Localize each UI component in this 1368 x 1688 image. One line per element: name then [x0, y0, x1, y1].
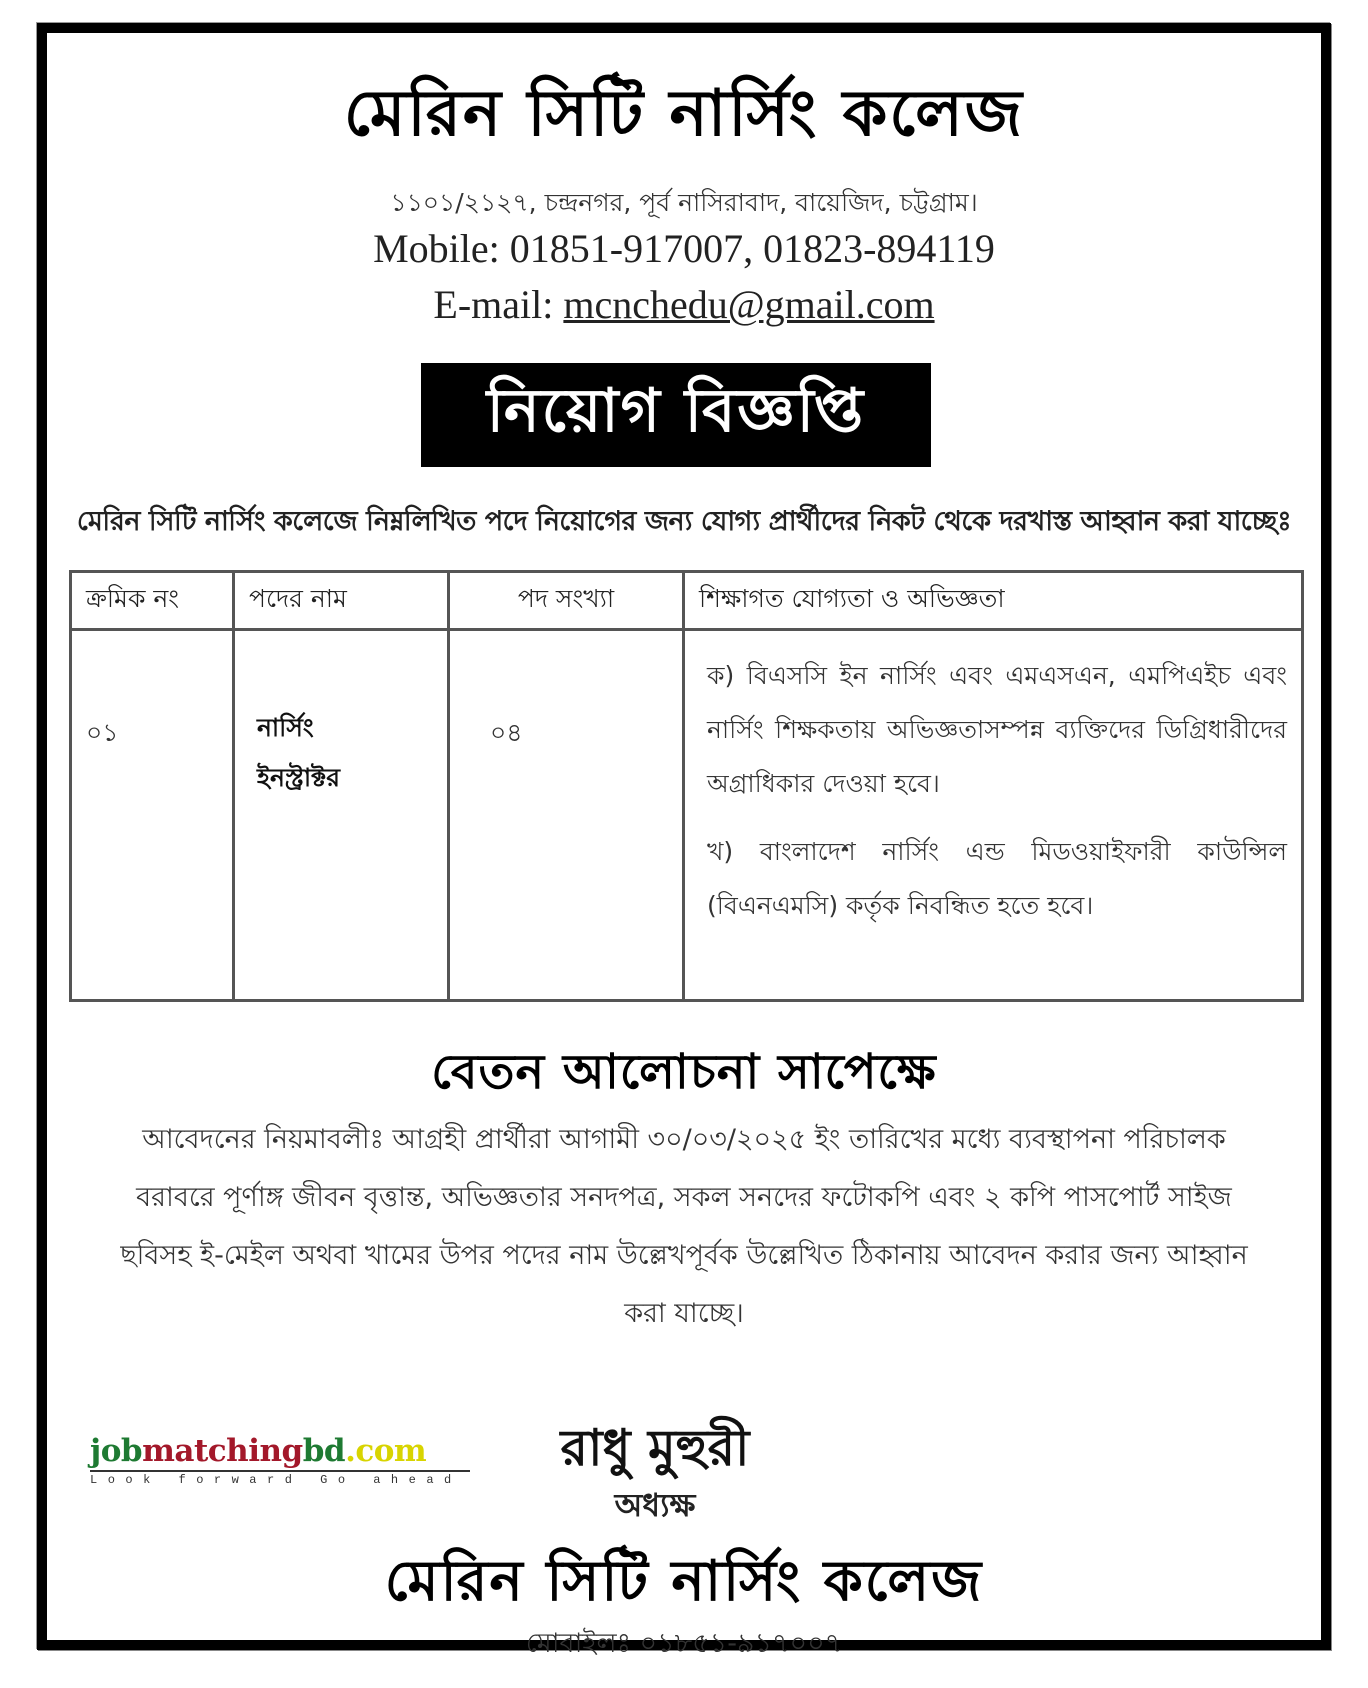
email-label: E-mail: [433, 282, 554, 327]
header-post-count: পদ সংখ্যা [449, 572, 684, 630]
vacancy-table [69, 570, 1304, 1002]
email-link[interactable]: mcnchedu@gmail.com [563, 282, 935, 327]
mobile-label: Mobile: [373, 226, 500, 271]
cell-serial: ০১ [71, 630, 234, 1001]
footer-mobile: মোবাইলঃ ০১৮৫১-৯১৭০০৭ [525, 1628, 843, 1659]
college-name-header: মেরিন সিটি নার্সিং কলেজ [343, 77, 1025, 151]
header-post-name: পদের নাম [234, 572, 449, 630]
post-name-line1: নার্সিং [257, 713, 314, 742]
watermark-logo [90, 1433, 470, 1487]
signatory-designation: অধ্যক্ষ [614, 1486, 696, 1524]
college-name-footer: মেরিন সিটি নার্সিং কলেজ [384, 1549, 984, 1614]
mobile-numbers: 01851-917007, 01823-894119 [509, 226, 995, 271]
cell-post-count: ০৪ [449, 630, 684, 1001]
watermark-tagline: Look forward Go ahead [90, 1470, 470, 1487]
salary-note: বেতন আলোচনা সাপেক্ষে [431, 1044, 937, 1100]
notice-frame [37, 23, 1331, 1659]
qualification-item-a: ক) বিএসসি ইন নার্সিং এবং এমএসএন, এমপিএইচ এবং নার্সিং শিক্ষকতায় অভিজ্ঞতাসম্পন্ন ব্যক্তিদের ডিগ্রিধারীদের অগ্রাধিকার দেওয়া হবে। [707, 661, 1287, 798]
watermark-brand: jobmatchingbd.com [90, 1433, 427, 1469]
contact-mobile [47, 225, 1321, 272]
college-address: ১১০১/২১২৭, চন্দ্রনগর, পূর্ব নাসিরাবাদ, বায়েজিদ, চট্টগ্রাম। [390, 188, 978, 217]
post-name-line2: ইনস্ট্রাক্টর [257, 763, 340, 792]
notice-intro: মেরিন সিটি নার্সিং কলেজে নিম্নলিখিত পদে নিয়োগের জন্য যোগ্য প্রার্থীদের নিকট থেকে দরখাস্ত আহ্বান করা যাচ্ছেঃ [76, 506, 1292, 537]
table-header-row [71, 572, 1303, 630]
application-rules: আবেদনের নিয়মাবলীঃ আগ্রহী প্রার্থীরা আগামী ৩০/০৩/২০২৫ ইং তারিখের মধ্যে ব্যবস্থাপনা পরিচালক বরাবরে পূর্ণাঙ্গ জীবন বৃত্তান্ত, অভিজ্ঞতার সনদপত্র, সকল সনদের ফটোকপি এবং ২ কপি পাসপোর্ট সাইজ ছবিসহ ই-মেইল অথবা খামের উপর পদের নাম উল্লেখপূর্বক উল্লেখিত ঠিকানায় আবেদন করার জন্য আহ্বান করা যাচ্ছে। [120, 1124, 1248, 1329]
table-row [71, 630, 1303, 1001]
header-serial: ক্রমিক নং [71, 572, 234, 630]
cell-post-name [234, 630, 449, 1001]
notice-title-banner [421, 363, 931, 467]
signatory-name: রাধু মুহুরী [560, 1419, 750, 1477]
qualification-item-b: খ) বাংলাদেশ নার্সিং এন্ড মিডওয়াইফারী কাউন্সিল (বিএনএমসি) কর্তৃক নিবন্ধিত হতে হবে। [707, 837, 1287, 920]
notice-title: নিয়োগ বিজ্ঞপ্তি [486, 376, 866, 446]
cell-qualification [684, 630, 1303, 1001]
header-qualification: শিক্ষাগত যোগ্যতা ও অভিজ্ঞতা [684, 572, 1303, 630]
contact-email [47, 281, 1321, 328]
